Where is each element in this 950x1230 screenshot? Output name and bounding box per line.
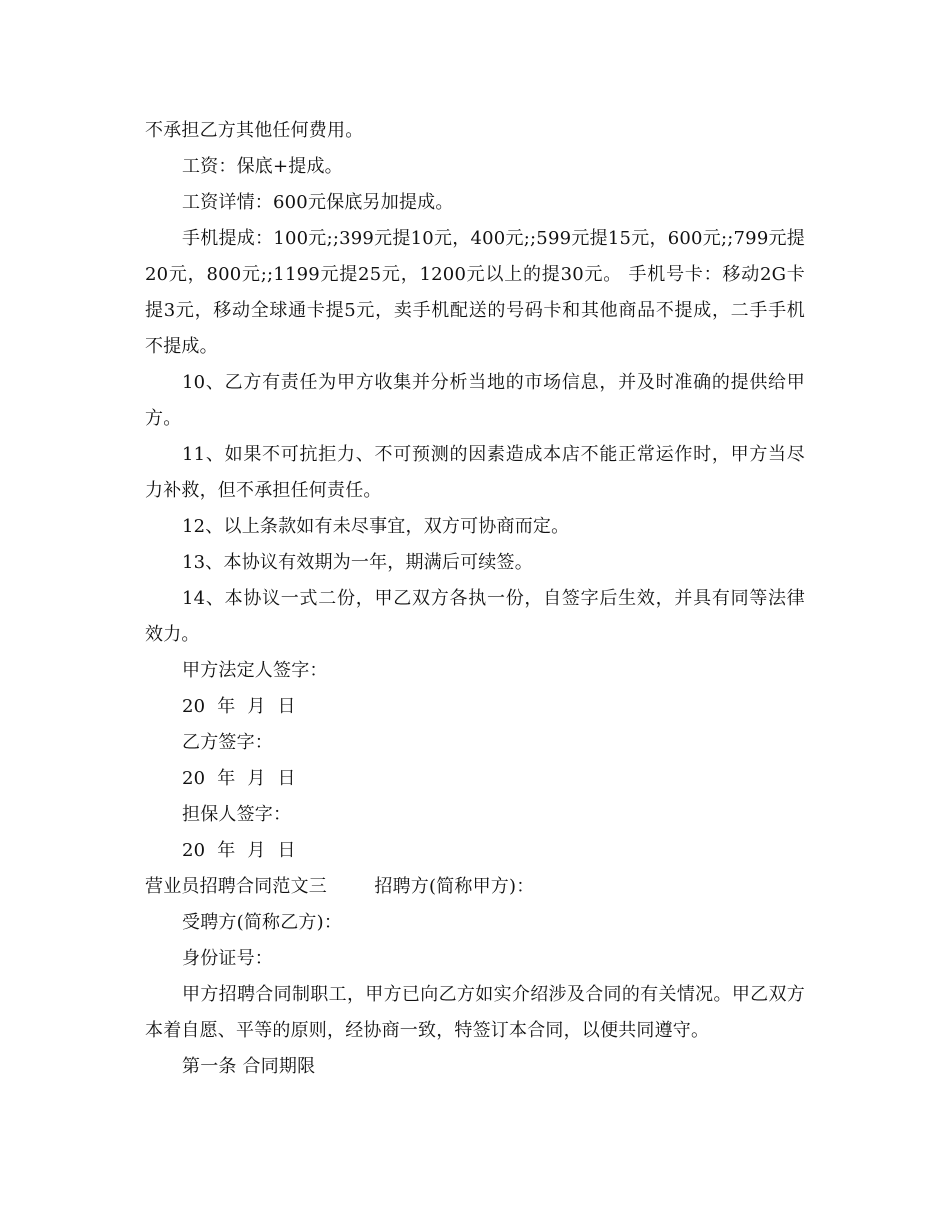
clause-13: 13、本协议有效期为一年，期满后可续签。 (182, 552, 533, 573)
employee-party-label: 受聘方(简称乙方)： (182, 912, 343, 933)
paragraph-salary-detail: 工资详情：600元保底另加提成。 (182, 192, 454, 213)
clause-10: 10、乙方有责任为甲方收集并分析当地的市场信息，并及时准确的提供给甲方。 (145, 372, 805, 429)
clause-11: 11、如果不可抗拒力、不可预测的因素造成本店不能正常运作时，甲方当尽力补救，但不承担任何责任。 (145, 444, 805, 501)
paragraph-salary: 工资：保底+提成。 (182, 156, 343, 177)
article-one-heading: 第一条 合同期限 (182, 1056, 316, 1077)
paragraph-phone-commission: 手机提成：100元;;399元提10元，400元;;599元提15元，600元;;799元提20元，800元;;1199元提25元，1200元以上的提30元。 手机号卡：移动2G卡提3元，移动全球通卡提5元，卖手机配送的号码卡和其他商品不提成，二手手机不提成。 (145, 228, 805, 357)
section-title: 营业员招聘合同范文三 招聘方(简称甲方)： (145, 876, 535, 897)
paragraph-contract-intro: 甲方招聘合同制职工，甲方已向乙方如实介绍涉及合同的有关情况。甲乙双方本着自愿、平等的原则，经协商一致，特签订本合同，以便共同遵守。 (145, 984, 805, 1041)
document-body (145, 113, 805, 1085)
paragraph-fee-clause: 不承担乙方其他任何费用。 (145, 120, 364, 141)
party-b-signature-label: 乙方签字： (182, 732, 273, 753)
party-a-signature-date: 20 年 月 日 (182, 696, 296, 717)
id-number-label: 身份证号： (182, 948, 273, 969)
clause-14: 14、本协议一式二份，甲乙双方各执一份，自签字后生效，并具有同等法律效力。 (145, 588, 805, 645)
guarantor-signature-label: 担保人签字： (182, 804, 292, 825)
clause-12: 12、以上条款如有未尽事宜，双方可协商而定。 (182, 516, 570, 537)
guarantor-signature-date: 20 年 月 日 (182, 840, 296, 861)
party-b-signature-date: 20 年 月 日 (182, 768, 296, 789)
party-a-signature-label: 甲方法定人签字： (182, 660, 328, 681)
